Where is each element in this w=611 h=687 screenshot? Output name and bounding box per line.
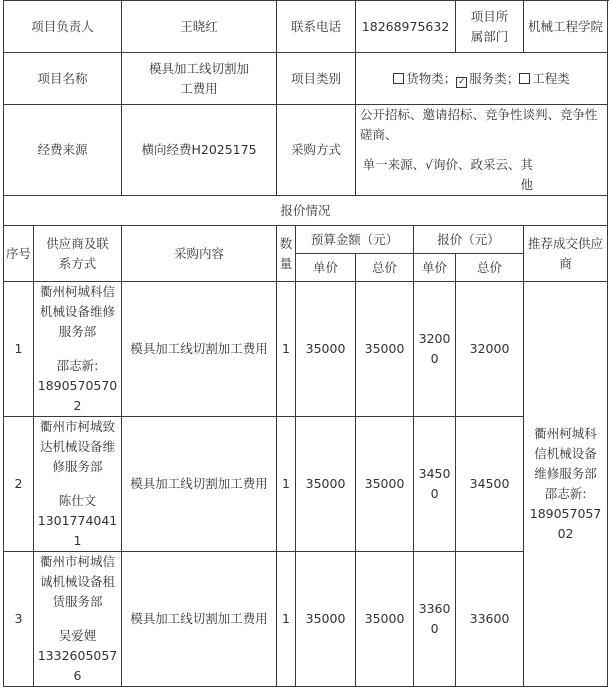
row-price-unit <box>414 552 456 687</box>
supplier-line2: 机械设备维修 <box>40 304 116 319</box>
row-content: 模具加工线切割加工费用 <box>122 282 277 417</box>
recommend-line5: 18905705702 <box>529 506 602 541</box>
price-unit-line1: 3200 <box>418 331 451 346</box>
project-name-label: 项目名称 <box>4 53 122 105</box>
col-budget: 预算金额（元） <box>296 226 414 254</box>
row-price-unit <box>414 282 456 417</box>
recommended-supplier <box>524 282 608 687</box>
quote-rows <box>4 282 608 687</box>
row-supplier <box>34 417 122 552</box>
section-title: 报价情况 <box>4 196 608 226</box>
col-supplier <box>34 226 122 282</box>
checkbox-empty-icon[interactable] <box>393 73 404 84</box>
row-price-total: 34500 <box>456 417 524 552</box>
col-price-unit: 单价 <box>414 254 456 282</box>
row-qty: 1 <box>277 552 296 687</box>
col-qty <box>277 226 296 282</box>
dept-label <box>456 1 524 53</box>
contact-phone: 13326050576 <box>37 648 118 683</box>
contact-name: 吴爱娌 <box>58 628 97 643</box>
col-content: 采购内容 <box>122 226 277 282</box>
row-budget-unit: 35000 <box>296 282 356 417</box>
method-line1: 公开招标、邀请招标、竞争性谈判、竞争性磋商、 <box>360 107 598 142</box>
supplier-line1: 衢州市柯城信 <box>40 554 116 569</box>
col-price-total: 总价 <box>456 254 524 282</box>
table-row <box>4 417 608 552</box>
project-name-value <box>122 53 277 105</box>
col-supplier-line1: 供应商及联 <box>46 235 109 251</box>
category-option-label: 工程类 <box>532 70 570 86</box>
contact-phone: 13017740411 <box>37 513 118 548</box>
category-options <box>356 53 608 105</box>
col-price: 报价（元） <box>414 226 524 254</box>
fund-row <box>4 105 608 196</box>
fund-label: 经费来源 <box>4 105 122 196</box>
table-row <box>4 282 608 417</box>
row-supplier <box>34 282 122 417</box>
contact-phone: 18905705702 <box>37 378 118 413</box>
row-price-unit <box>414 417 456 552</box>
row-budget-unit: 35000 <box>296 552 356 687</box>
col-recommend <box>524 226 608 282</box>
category-label: 项目类别 <box>277 53 356 105</box>
checkbox-empty-icon[interactable] <box>519 73 530 84</box>
recommend-line3: 维修服务部 <box>534 466 597 481</box>
col-budget-unit: 单价 <box>296 254 356 282</box>
row-content: 模具加工线切割加工费用 <box>122 417 277 552</box>
contact-name: 陈仕文 <box>58 493 97 508</box>
supplier-line3: 赁服务部 <box>52 594 103 609</box>
dept-label-line2: 属部门 <box>470 28 509 44</box>
col-supplier-line2: 系方式 <box>58 255 97 271</box>
supplier-line3: 服务部 <box>58 324 97 339</box>
col-recommend-line2: 商 <box>559 255 572 271</box>
supplier-line2: 诚机械设备租 <box>40 574 116 589</box>
method-line2: 单一来源、√询价、政采云、其他 <box>362 157 534 192</box>
procurement-form <box>3 0 608 687</box>
project-name-row <box>4 53 608 105</box>
row-supplier <box>34 552 122 687</box>
supplier-line3: 修服务部 <box>52 459 103 474</box>
row-budget-total: 35000 <box>356 417 414 552</box>
project-name-line2: 工费用 <box>180 80 218 96</box>
fund-value: 横向经费H2025175 <box>122 105 277 196</box>
project-name-line1: 模具加工线切割加 <box>149 60 250 76</box>
supplier-line1: 衢州市柯城致 <box>40 419 116 434</box>
recommend-line2: 信机械设备 <box>534 446 597 461</box>
phone-label: 联系电话 <box>277 1 356 53</box>
method-value <box>356 105 608 196</box>
row-qty: 1 <box>277 417 296 552</box>
recommend-line4: 邵志新: <box>544 486 587 501</box>
category-option-label: 货物类； <box>406 70 457 86</box>
checkbox-checked-icon[interactable]: ✓ <box>458 76 466 87</box>
recommend-line1: 衢州柯城科 <box>534 426 597 441</box>
row-content: 模具加工线切割加工费用 <box>122 552 277 687</box>
supplier-line1: 衢州柯城科信 <box>40 284 116 299</box>
category-option-label: 服务类； <box>469 70 520 86</box>
table-row <box>4 552 608 687</box>
row-budget-total: 35000 <box>356 552 414 687</box>
column-header-row <box>4 226 608 254</box>
contact-name: 邵志新: <box>56 358 99 373</box>
col-qty-line1: 数 <box>279 235 293 251</box>
dept-value: 机械工程学院 <box>524 1 608 53</box>
row-seq: 1 <box>4 282 34 417</box>
price-unit-line1: 3360 <box>418 601 451 616</box>
phone-value: 18268975632 <box>356 1 456 53</box>
price-unit-line2: 0 <box>430 486 439 501</box>
row-budget-total: 35000 <box>356 282 414 417</box>
dept-label-line1: 项目所 <box>470 8 509 24</box>
row-seq: 3 <box>4 552 34 687</box>
row-budget-unit: 35000 <box>296 417 356 552</box>
row-seq: 2 <box>4 417 34 552</box>
leader-value: 王晓红 <box>122 1 277 53</box>
leader-row <box>4 1 608 53</box>
section-title-row <box>4 196 608 226</box>
col-budget-total: 总价 <box>356 254 414 282</box>
method-label: 采购方式 <box>277 105 356 196</box>
supplier-line2: 达机械设备维 <box>40 439 116 454</box>
col-recommend-line1: 推荐成交供应 <box>528 235 604 251</box>
row-price-total: 33600 <box>456 552 524 687</box>
row-price-total: 32000 <box>456 282 524 417</box>
form-table <box>3 0 608 687</box>
row-qty: 1 <box>277 282 296 417</box>
price-unit-line2: 0 <box>430 351 439 366</box>
price-unit-line1: 3450 <box>418 466 451 481</box>
price-unit-line2: 0 <box>430 621 439 636</box>
col-seq: 序号 <box>4 226 34 282</box>
col-qty-line2: 量 <box>279 255 293 271</box>
leader-label: 项目负责人 <box>4 1 122 53</box>
